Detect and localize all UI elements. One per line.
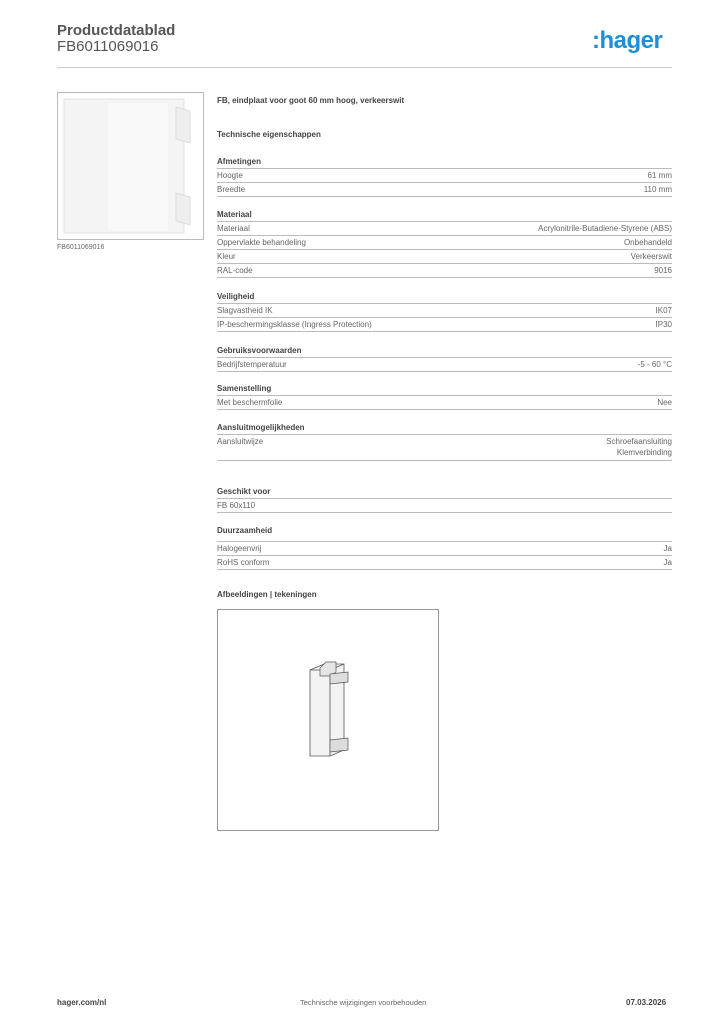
row-value: -5 - 60 °C [637,360,672,369]
row-value: Schroefaansluiting [606,437,672,446]
table-row [217,264,672,278]
row-label: Aansluitwijze [217,437,264,446]
row-label: Halogeenvrij [217,544,262,553]
tech-heading: Technische eigenschappen [217,130,321,139]
product-image-caption: FB6011069016 [57,244,105,251]
footer-disclaimer: Technische wijzigingen voorbehouden [300,998,427,1007]
page-title: Productdatablad [57,22,176,39]
section-geschikt-voor [217,486,672,513]
header-divider [57,67,672,68]
row-value: IK07 [655,306,672,315]
row-label: Slagvastheid IK [217,306,273,315]
section-duurzaamheid [217,525,672,570]
table-row [217,396,672,410]
row-label: RoHS conform [217,558,270,567]
section-title: Geschikt voor [217,486,672,499]
product-drawing [217,609,439,831]
section-title: Aansluitmogelijkheden [217,422,672,435]
table-row [217,236,672,250]
row-value: 9016 [654,266,672,275]
section-title: Afmetingen [217,156,672,169]
row-label: Met beschermfolie [217,398,283,407]
table-row [217,250,672,264]
product-description: FB, eindplaat voor goot 60 mm hoog, verkeerswit [217,96,405,105]
section-title: Veiligheid [217,291,672,304]
section-veiligheid [217,291,672,332]
hager-logo: :hager [592,27,663,54]
row-value: Verkeerswit [630,252,672,261]
table-row [217,499,672,513]
section-samenstelling [217,383,672,410]
section-gebruiksvoorwaarden [217,345,672,372]
row-value: Ja [663,558,672,567]
section-title: Duurzaamheid [217,525,672,542]
table-row [217,222,672,236]
section-title: Samenstelling [217,383,672,396]
row-label: Oppervlakte behandeling [217,238,306,247]
section-afmetingen [217,156,672,197]
row-value: IP30 [655,320,672,329]
table-row [217,358,672,372]
section-aansluitmogelijkheden [217,422,672,461]
row-label: Hoogte [217,171,243,180]
images-heading-wrap [217,590,672,599]
row-value: Acrylonitrile-Butadiene-Styrene (ABS) [538,224,672,233]
row-label: IP-beschermingsklasse (Ingress Protection) [217,320,372,329]
table-row [217,183,672,197]
table-row [217,542,672,556]
section-title: Materiaal [217,209,672,222]
table-row [217,318,672,332]
row-label: FB 60x110 [217,501,256,510]
images-heading: Afbeeldingen | tekeningen [217,590,317,599]
row-value: 110 mm [643,185,672,194]
row-label: RAL-code [217,266,253,275]
table-row [217,435,672,461]
row-value: Ja [663,544,672,553]
footer-website-link[interactable]: hager.com/nl [57,998,107,1007]
product-code: FB6011069016 [57,38,159,55]
table-row [217,304,672,318]
section-materiaal [217,209,672,278]
row-value: Onbehandeld [623,238,672,247]
table-row [217,169,672,183]
row-value: Nee [657,398,672,407]
row-label: Kleur [217,252,236,261]
row-label: Materiaal [217,224,250,233]
section-title: Gebruiksvoorwaarden [217,345,672,358]
product-image [57,92,204,240]
row-label: Breedte [217,185,246,194]
table-row [217,556,672,570]
row-value: 61 mm [647,171,672,180]
footer-date: 07.03.2026 [626,998,667,1007]
row-value: Klemverbinding [616,448,672,457]
row-label: Bedrijfstemperatuur [217,360,287,369]
